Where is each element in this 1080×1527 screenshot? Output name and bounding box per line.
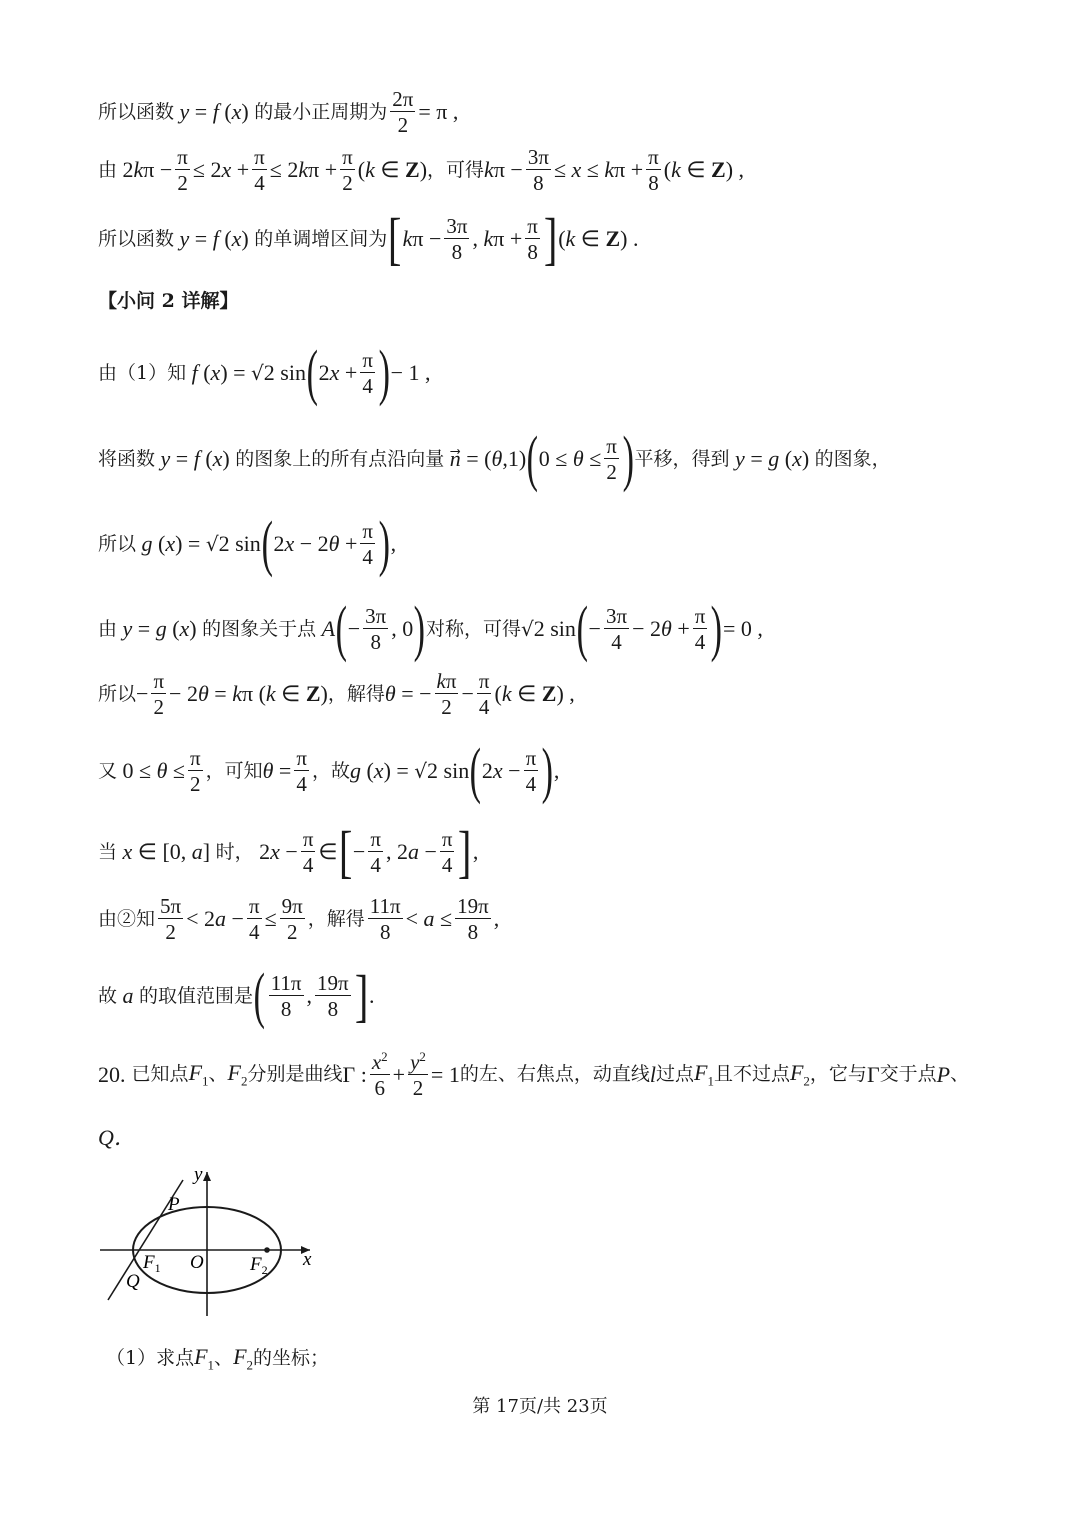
y-axis-arrow (203, 1172, 211, 1181)
line-increasing-interval: 所以函数 y = f (x) 的单调增区间为 [ kπ − $\frac{3\pi}{8}$ , kπ + $\frac{\pi}{8}$ ] (k ∈ Z) . (98, 206, 639, 271)
line-g-final: 又 0 ≤ θ ≤ $\frac{\pi}{2}$ ，可知 θ = $\frac{\pi}{4}$ ，故 g (x) = √2 sin ( 2x − $\frac{\pi}{4}$ ) , (98, 737, 560, 805)
line-increasing-condition: 由 2kπ − $\frac{\pi}{2}$ ≤ 2x + $\frac{\pi}{4}$ ≤ 2kπ + $\frac{\pi}{2}$ (k ∈ Z) ，可得 kπ − $\frac{3\pi}{8}$ ≤ x ≤ kπ + $\frac{\pi}{8}$ (k ∈ Z) , (98, 145, 745, 196)
line-theta-solution: 所以 − $\frac{\pi}{2}$ − 2θ = kπ (k ∈ Z) ，解得 θ = − $\frac{k\pi}{2}$ − $\frac{\pi}{4}$ (k ∈ Z) , (98, 669, 575, 720)
focus-f2-point (264, 1247, 270, 1253)
page-footer: 第 17页/共 23页 (472, 1396, 608, 1417)
section-heading: 【小问 2 详解】 (98, 290, 239, 312)
line-symmetry: 由 y = g (x) 的图象关于点 A ( − $\frac{3\pi}{8}$ , 0 ) 对称，可得 √2 sin ( − $\frac{3\pi}{4}$ − 2θ + $\frac{\pi}{4}$ ) = 0 , (98, 595, 763, 663)
line-g-expression: 所以 g (x) = √2 sin ( 2x − 2θ + $\frac{\pi}{4}$ ) , (98, 510, 397, 578)
question-20-cont: Q． (98, 1125, 136, 1150)
line-translation: 将函数 y = f (x) 的图象上的所有点沿向量 n⃗ = (θ,1) ( 0 ≤ θ ≤ $\frac{\pi}{2}$ ) 平移，得到 y = g (x) 的图象， (98, 425, 891, 493)
label-o: O (190, 1252, 204, 1273)
ellipse-diagram (95, 1160, 325, 1320)
label-f2: $F_2$ (250, 1254, 268, 1277)
label-q: Q (126, 1271, 140, 1292)
line-f-expression: 由（1）知 f (x) = √2 sin ( 2x + $\frac{\pi}{4}$ ) − 1 , (98, 339, 431, 407)
line-min-period: 所以函数 y = f (x) 的最小正周期为 $\frac{2\pi}{2}$ = π , (98, 87, 459, 138)
line-inequality-a: 由②知 $\frac{5\pi}{2}$ < 2a − $\frac{\pi}{4}$ ≤ $\frac{9\pi}{2}$ ，解得 $\frac{11\pi}{8}$ < a ≤ $\frac{19\pi}{8}$ , (98, 894, 500, 945)
label-y: y (194, 1164, 203, 1185)
label-x: x (303, 1249, 312, 1270)
line-a-range: 故 a 的取值范围是 ( $\frac{11\pi}{8}$ , $\frac{19\pi}{8}$ ] . (98, 962, 375, 1030)
line-range-x: 当 x ∈ [0, a] 时， 2x − $\frac{\pi}{4}$ ∈ [ − $\frac{\pi}{4}$ , 2a − $\frac{\pi}{4}$ ] , (98, 819, 479, 884)
sub-question-1: （1）求点 $F_1$ 、 $F_2$ 的坐标； (106, 1344, 330, 1373)
question-20: 20. 已知点 $F_1$ 、 $F_2$ 分别是曲线 Γ : $\frac{x^2}{6}$ + $\frac{y^2}{2}$ = 1 的左、右焦点，动直线 l 过点 $F_1$ 且不过点 $F_2$ ，它与 Γ 交于点 P 、 (98, 1049, 970, 1101)
label-p: P (168, 1194, 180, 1215)
label-f1: $F_1$ (143, 1252, 161, 1275)
